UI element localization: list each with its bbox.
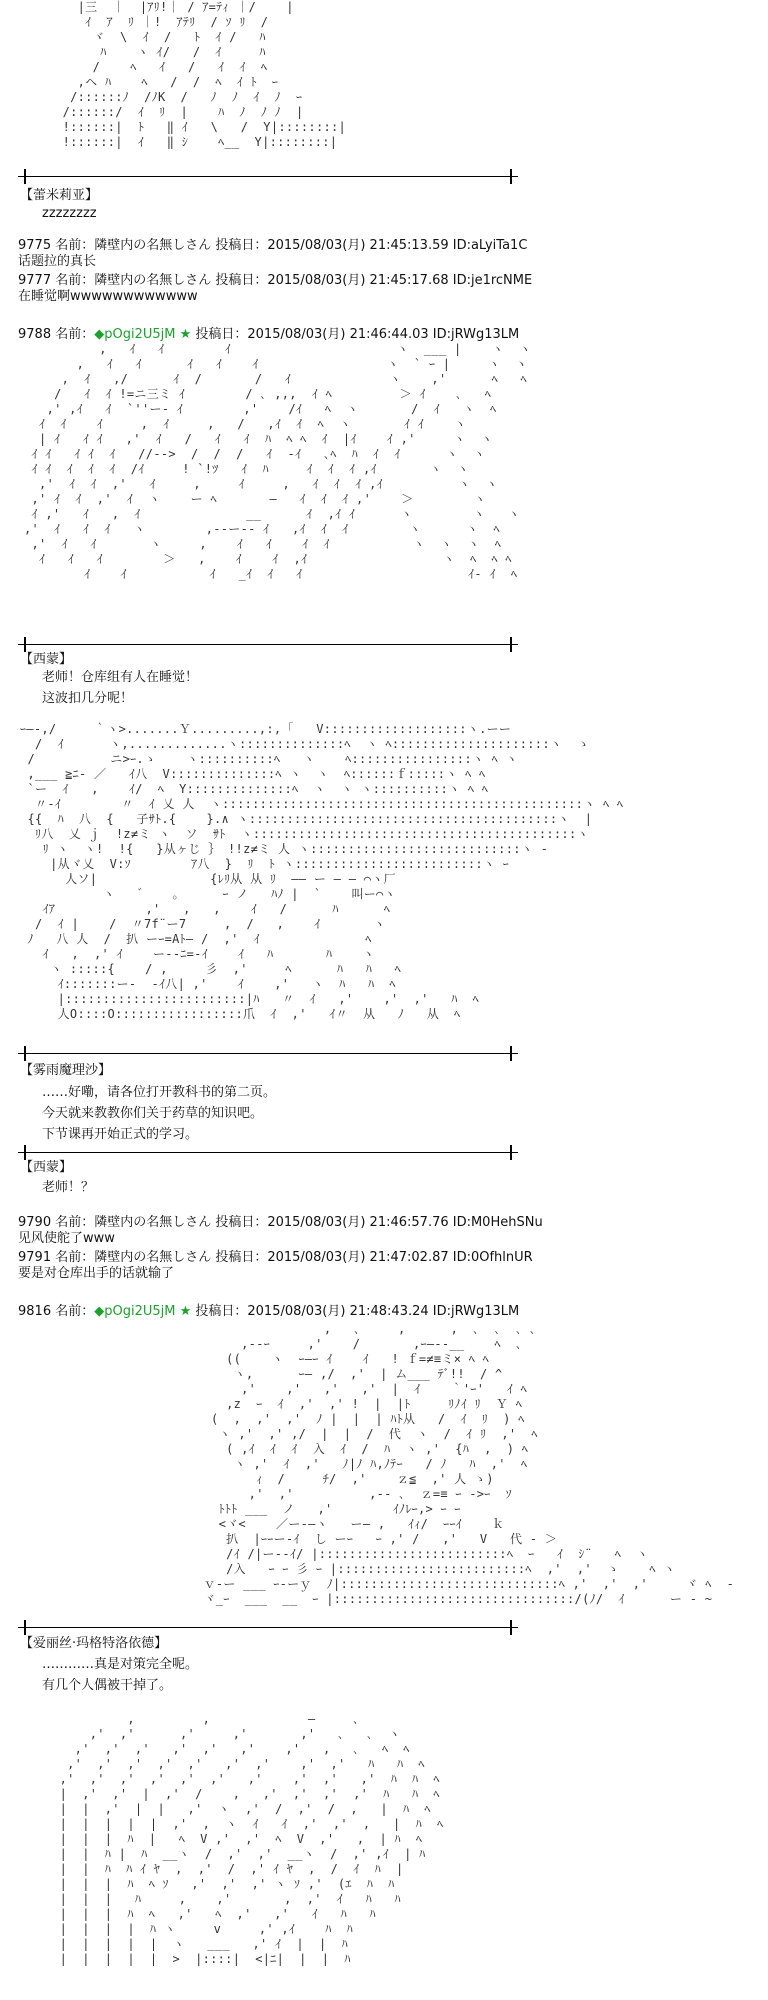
post-number: 9816 名前：	[18, 1304, 95, 1319]
separator	[18, 1053, 518, 1054]
dialogue-line: 有几个人偶被干掉了。	[42, 1678, 173, 1693]
post-body: 在睡觉啊wwwwwwwwwwww	[18, 289, 198, 304]
post-header	[18, 1304, 519, 1320]
post-header: 9791 名前：隣壁内の名無しさん 投稿日：2015/08/03(月) 21:47:02.87 ID:0OfhlnUR	[18, 1250, 533, 1265]
ascii-art-alice: , ､ , , ､ ､ ､ ､ ,--ｰ ,' / ,ｰ―‐-__ ﾍ ､ (( ヽ ｰ―ｰ ｲ ｲ ! ｆ=≠≡ミ× ﾍ ﾍ ヽ, ｰ― ,/ ,' | ム___ ﾃﾞ!! / ^ ,' ,' ,' ,' | ｲ ｀'ｰ' ｲ ﾍ ,z ｰ ｲ ,' ,' ! | |ﾄ ﾘﾉｲ ﾘ Ｙ ﾍ ( , ,' ,' ﾉ | | | ﾊﾄ从 / ｲ ﾘ ) ﾍ ヽ ,' ,' ,/ | | / 代 ヽ / ｲ ﾘ ,' ﾍ ( ,ｲ ｲ ｲ 入 ｲ / ﾊ ヽ ,' {ﾊ , ) ﾍ ヽ ,' ｲ ,' ﾉ|ﾉ ﾊ,ﾉﾃｰ / ﾉ ﾊ ,' ﾍ ｨ / ﾁ/ ,' ｚ≦ ,' 人 ゝ) ,' ,' ,-‐ ､ ｚ=≡ ｰ ->ｰ ｿ ﾄﾄﾄ ___ ノ ,' ｲﾉﾚｰ,> ｰ ｰ <ヾ< ／ー-―ヽ ー― , ｲｨ/ ｰｰｲ ｋ 扒 |ｰｰー-ｲ し ーｰ ｰ ,' / ,' V 代 ‐ ＞ /ｲ /|ー-‐ｲ/ |:::::::::::::::::::::::::ﾍ ｰ ｲ ｼ¨ ﾍ ヽ /入 ｰ ｰ 彡 ｰ |:::::::::::::::::::::::::ﾍ ,' ,' ゝ ﾍ ヽ ｖ‐ー ___ ｰ‐ーｙ ﾉ|:::::::::::::::::::::::::::::ﾍ ,' ,' ,' ヾ ﾍ ‐ ヾ_ｰ ___ __ ｰ |::::::::::::::::::::::::::::::::/(ﾉ/ ｲ ー ‐ ~	[203, 1322, 735, 1606]
ascii-art-remilia: |三 ｜ |ｱﾘ!｜ / ｱ=ﾃｨ ｜/ | ｲ ｱ ﾘ ｜! ｱﾃﾘ / ｿ ﾘ / ヾ \ ｲ / ﾄ ｲ / ﾊ ﾊ ヽ ｲ/ / ｲ ﾊ / ﾍ ｲ / ｲ ｲ ﾍ ,ヘ ﾊ ﾍ / / ﾍ ｲ ﾄ ｰ /::::::ﾉ /ﾉK / ﾉ ﾉ ｲ ﾉ ｰ /::::::/ ｲ ﾘ | ﾊ ﾉ ﾉ ﾉ | !::::::| ﾄ ‖ ｲ \ / Y|::::::::| !::::::| ｲ ‖ ｼ ﾍ__ Y|::::::::|	[62, 0, 347, 149]
post-meta: 投稿日：2015/08/03(月) 21:46:44.03 ID:jRWg13LM	[191, 327, 520, 342]
post-header: 9790 名前：隣壁内の名無しさん 投稿日：2015/08/03(月) 21:46:57.76 ID:M0HehSNu	[18, 1215, 543, 1230]
post-header: 9777 名前：隣壁内の名無しさん 投稿日：2015/08/03(月) 21:45:17.68 ID:je1rcNME	[18, 273, 533, 288]
separator	[18, 1152, 518, 1153]
speaker-name: 【西蒙】	[20, 1160, 73, 1175]
poster-trip: ◆pOgi2U5jM ★	[94, 1304, 192, 1319]
post-header: 9775 名前：隣壁内の名無しさん 投稿日：2015/08/03(月) 21:45:13.59 ID:aLyiTa1C	[18, 238, 528, 253]
speaker-name: 【西蒙】	[20, 652, 73, 667]
dialogue-line: 老师！？	[42, 1180, 95, 1195]
separator	[18, 176, 518, 177]
separator	[18, 1627, 518, 1628]
speaker-name: 【爱丽丝·玛格特洛依德】	[20, 1636, 168, 1651]
dialogue-line: 这波扣几分呢！	[42, 691, 134, 706]
post-meta: 投稿日：2015/08/03(月) 21:48:43.24 ID:jRWg13LM	[191, 1304, 520, 1319]
dialogue-line: 老师！仓库组有人在睡觉！	[42, 670, 199, 685]
poster-trip: ◆pOgi2U5jM ★	[94, 327, 192, 342]
ascii-art-marisa: ｰ―-,/ ｀ヽ>.......Ｙ.........,:,「 V:::::::::::::::::::ヽ.ーー / ｲ ヽ,.............ヽ::::::::::::::ﾍ ヽ ﾍ:::::::::::::::::::::ヽ ゝ / ニ>ｰ.ゝ ヽ::::::::::ﾍ ヽ ﾍ::::::::::::::::ヽ ﾍ ヽ ,___ ≧ﾆ- ／ ｲ八 V::::::::::::::ﾍ ヽ ヽ ﾍ::::::ｆ:::::ヽ ﾍ ﾍ `ー ｲ , ｲ/ ﾍ Y::::::::::::::ﾍ ヽ ヽ ヽ::::::::::ヽ ﾍ ﾍ 〃-ｲ 〃 ｲ 乂 人 ヽ::::::::::::::::::::::::::::::::::::::::::::::::ヽ ﾍ ﾍ {{ ﾊ 八 { 子ｻﾄ.{ }.∧ ヽ:::::::::::::::::::::::::::::::::::::::::ヽ | ﾘ八 乂 ｊ !z≠ミ ヽ ソ ｻﾄ ヽ:::::::::::::::::::::::::::::::::::::::::::ヽ ﾘ ヽ ヽ! !{ }从ヶじ ｝ !!z≠ミ 人 ヽ::::::::::::::::::::::::::::ヽ - |从ヾ乂 V:ｿ ｱ八 } ﾘ ﾄ ヽ:::::::::::::::::::::::::ヽ ｰ 人ソ| {ﾚﾘ从 从 ﾘ ―― ー ― ― ⌒ヽ厂 ヽ ゛ 。 ｰ ノ ﾊﾉ | ` 叫ー⌒ヽ ｲｱ ,' , , ｲ / ﾊ ﾍ / ｲ | / 〃7f¨ー7 , / , ｲ ヽ ﾉ 八 人 / 扒 ーｰ=Aﾄ― / ,' ｲ ﾍ ｲ , ,' ｲ ー-‐ﾆ=-ｲ ｲ ﾊ ﾊ ヽ ヽ :::::{ / , 彡 ,' ﾍ ﾊ ﾊ ﾍ ｲ:::::::ー- -ｲ八| ,' ｲ ,' ヽ ﾊ ﾊ ﾍ |::::::::::::::::::::::::|ﾊ 〃 ｲ ,' ,' ,' ﾊ ﾍ 人O::::O:::::::::::::::::爪 ｲ ,' ｲ〃 从 ﾉ 从 ﾍ	[20, 722, 624, 1021]
dialogue-line: 今天就来教教你们关于药草的知识吧。	[42, 1106, 264, 1121]
speaker-name: 【蕾米莉亚】	[20, 188, 99, 203]
post-body: 见风使舵了www	[18, 1231, 115, 1246]
post-number: 9788 名前：	[18, 327, 95, 342]
dialogue-line: 下节课再开始正式的学习。	[42, 1127, 199, 1142]
post-body: 要是对仓库出手的话就输了	[18, 1266, 175, 1281]
ascii-art-simon: , ｲ ｲ ｲ ヽ ___ | ヽ ヽ , ｲ ｲ ｲ ｲ ｲ ヽ ` ｰ | ヽ ヽ , ｲ ,/ ｲ / / ｲ ヽ ,' ﾍ ﾍ / ｲ ｲ !=ニ三ミ ｲ / ､ ,,, ｲ ﾍ ＞ ｲ ､ ﾍ ,' ,ｲ ｲ `''ー- ｲ ,' /ｲ ﾍ ヽ / ｲ ヽ ﾍ ｲ ｲ ｲ , ｲ , / ,ｲ ｲ ﾍ ヽ ｲ ｲ ヽ | ｲ ｲ ｲ ,' ｲ / ｲ ｲ ﾊ ﾍ ﾍ ｲ |ｲ ｲ ,' ヽ ヽ ｲ ｲ ｲ ｲ ｲ //--> / / / ｲ -ｲ ､ﾍ ﾊ ｲ ｲ ヽ ヽ ｲ ｲ ｲ ｲ ｲ /ｲ ! `!ﾂ ｲ ﾊ ｲ ｲ ｲ ,ｲ ヽ ヽ ,' ｲ ｲ ,' ｲ , ｲ , ｲ ｲ ｲ ,ｲ ヽ ヽ ,' ｲ ｲ ,' ｲ ヽ ー ﾍ ― ｲ ｲ ｲ ,' ＞ ヽ ｲ ,' ｲ , ｲ __ ｲ ,ｲ ｲ ヽ ヽ ヽ ,' ｲ ｲ ｲ ヽ ,--ー-- ｲ ,ｲ ｲ ｲ ヽ ヽ ﾍ ,' ｲ ｲ ヽ , ｲ ｲ ｲ ｲ ヽ ヽ ヽ ﾍ ｲ ｲ ｲ ＞ , ｲ ｲ ,ｲ ヽ ﾍ ﾍ ﾍ ｲ ｲ ｲ _ｲ ｲ ｲ ｲ- ｲ ﾍ	[24, 342, 532, 581]
dialogue-line: ……好嘞，请各位打开教科书的第二页。	[42, 1085, 277, 1100]
speaker-name: 【雾雨魔理沙】	[20, 1063, 112, 1078]
dialogue-line: …………真是对策完全呢。	[42, 1657, 199, 1672]
post-header	[18, 327, 519, 343]
dialogue-line: zzzzzzzz	[42, 206, 97, 221]
post-body: 话题拉的真长	[18, 254, 97, 269]
separator	[18, 644, 518, 645]
ascii-art-bottom: , , ― ､ ,' ,' ,' ,' ,' ､ ､ ヽ ,' ,' ,' ,' ,' ,' ,' , ､ ﾍ ﾍ ,' ,' ,' ,' ,' ,' ,' ,' ,' ﾊ ﾊ ﾍ ,' ,' ,' ,' ,' ,' ,' ,' ,' ,' ﾊ ﾊ ﾍ | ,' ,' | ,' / , ,' ,' ,' ,' ﾊ ﾊ ﾍ | | ,' | | ,' ヽ ,' / ,' / , | ﾊ ﾍ | | | | | ,' , ヽ ｲ ｲ ,' ,' , | ﾊ ﾍ | | | ﾊ | ﾍ V ,' ,' ﾍ V ,' , | ﾊ ﾍ | | ﾊ | ﾊ __ヽ / ,' ,' __ヽ / ,' ,ｲ | ﾊ | | ﾊ ﾊ ｲ ﾔ , ,' / ,' ｲ ﾔ , / ｲ ﾊ | | | | ﾊ ﾍ ｿ ,' ,' ,' ヽ ｿ ,' (ｴ ﾊ ﾊ | | | ﾊ , ,' , ,' ｲ ﾊ ﾊ | | | ﾊ ﾍ ,' ﾍ ,' ,' ｲ ﾊ ﾊ | | | | ﾊ ヽ v ,' ,ｲ ﾊ ﾊ | | | | | ヽ ___ ,' ｲ | | ﾊ | | | | | > |::::| <|ﾆ| | | ﾊ	[59, 1712, 444, 1966]
